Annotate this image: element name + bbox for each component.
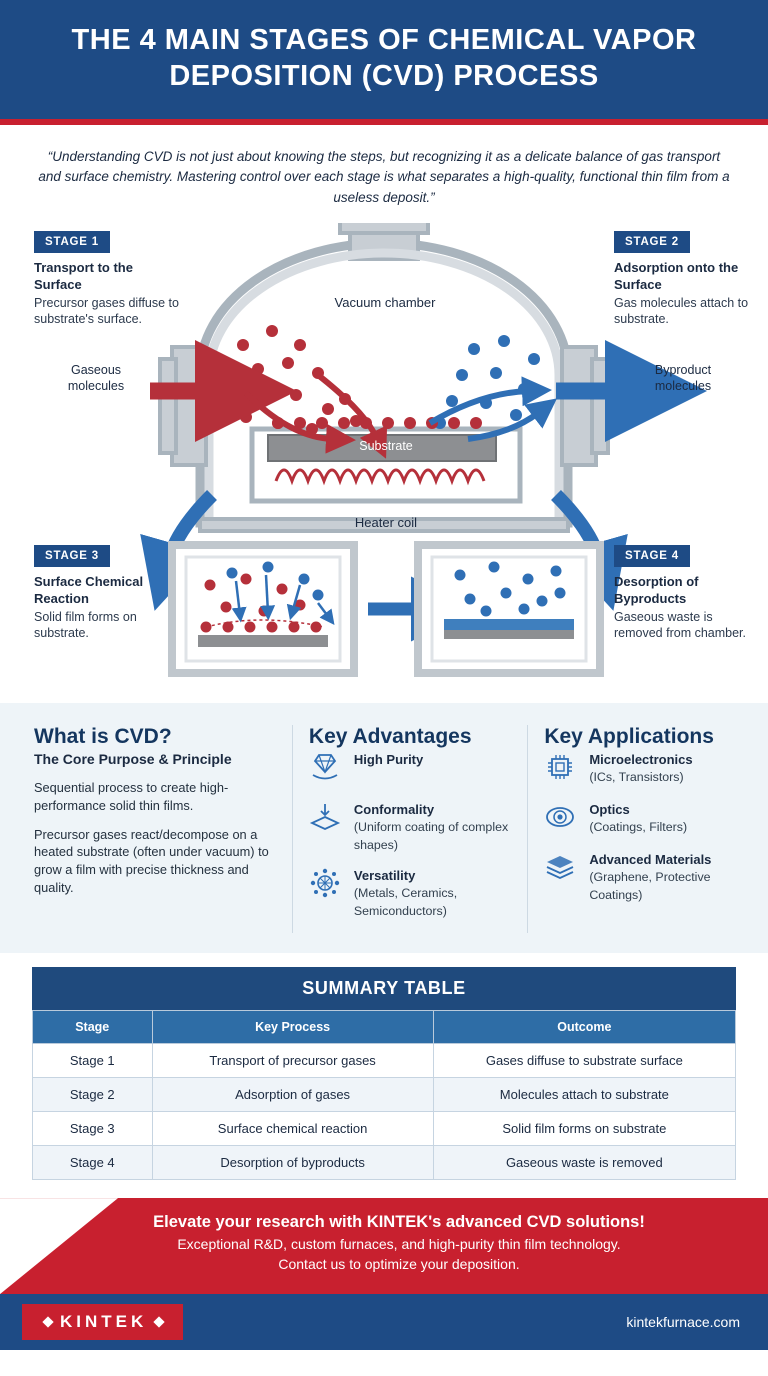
application-advanced-materials [544,851,724,903]
summary-section [0,953,768,1190]
application-advanced-materials-title: Advanced Materials [589,852,712,868]
cvd-diagram [0,223,768,703]
stage-3-title: Surface Chemical Reaction [34,574,144,606]
stage-2-desc: Gas molecules attach to substrate. [614,295,749,327]
logo-text: KINTEK [60,1312,148,1332]
application-optics-title: Optics [589,802,630,818]
label-substrate: Substrate [359,439,413,454]
stage-4-desc: Gaseous waste is removed from chamber. [614,609,746,641]
lens-icon [544,801,578,837]
advantage-conformality [309,801,511,853]
what-is-cvd-heading: What is CVD? [34,725,172,749]
diamond-hand-icon [309,751,343,787]
advantage-conformality-sub: (Uniform coating of complex shapes) [353,820,509,852]
stage-2-badge: STAGE 2 [614,231,690,253]
stage-2-block [614,231,764,327]
kintek-logo [22,1304,183,1340]
stage-1-block [34,231,184,327]
key-applications-column [528,725,740,933]
stage-3-desc: Solid film forms on substrate. [34,609,137,641]
advantage-versatility-text [354,867,511,919]
cta-subline-2: Contact us to optimize your deposition. [278,1255,520,1272]
summary-title: SUMMARY TABLE [32,967,736,1010]
table-row [33,1078,736,1112]
stage-4-title: Desorption of Byproducts [614,574,699,606]
logo-diamond-icon [42,1316,53,1327]
cell-stage: Stage 1 [33,1044,153,1078]
advantage-versatility-sub: (Metals, Ceramics, Semiconductors) [353,886,458,918]
stage-3-badge: STAGE 3 [34,545,110,567]
stacked-layers-icon [544,851,578,887]
what-is-cvd-column [28,725,293,933]
stage-2-title: Adsorption onto the Surface [614,260,739,292]
label-heater-coil: Heater coil [354,515,418,531]
application-optics-sub: (Coatings, Filters) [589,820,688,835]
label-gaseous-molecules: Gaseous molecules [67,363,125,393]
application-optics-text [589,801,687,836]
advantage-conformality-text [354,801,511,853]
table-header-row [33,1011,736,1044]
cta-headline: Elevate your research with KINTEK's advanced CVD solutions! [153,1213,645,1232]
application-microelectronics-title: Microelectronics [589,752,693,768]
cell-key-process: Transport of precursor gases [152,1044,433,1078]
table-row [33,1146,736,1180]
advantage-high-purity [309,751,511,787]
footer [0,1294,768,1350]
label-byproduct-molecules: Byproduct molecules [654,363,712,393]
cell-outcome: Solid film forms on substrate [433,1112,735,1146]
stage-3-block [34,545,184,641]
pull-quote: “Understanding CVD is not just about knowing the steps, but recognizing it as a delicate balance of gas transport and surface chemistry. Mastering control over each stage is what separates a high-quality, functional thin film from a useless deposit.” [38,148,730,206]
advantage-high-purity-title: High Purity [353,752,424,768]
advantage-versatility [309,867,511,919]
page-title: THE 4 MAIN STAGES OF CHEMICAL VAPOR DEPOSITION (CVD) PROCESS [71,24,697,93]
stage-4-badge: STAGE 4 [614,545,690,567]
layers-arrow-icon [309,801,343,837]
cta-banner [0,1198,768,1294]
header [0,0,768,119]
cell-key-process: Desorption of byproducts [152,1146,433,1180]
application-microelectronics-sub: (ICs, Transistors) [589,770,684,785]
key-advantages-column [293,725,528,933]
key-applications-heading: Key Applications [544,725,714,749]
key-advantages-heading: Key Advantages [308,725,472,749]
logo-diamond-icon [154,1316,165,1327]
advantage-conformality-title: Conformality [353,802,435,818]
application-microelectronics [544,751,724,787]
stage-1-desc: Precursor gases diffuse to substrate's surface. [34,295,179,327]
cell-stage: Stage 4 [33,1146,153,1180]
advantage-versatility-title: Versatility [353,868,416,884]
column-header-stage: Stage [33,1011,153,1044]
column-header-outcome: Outcome [433,1011,735,1044]
cell-stage: Stage 3 [33,1112,153,1146]
molecule-network-icon [309,867,343,903]
application-advanced-materials-sub: (Graphene, Protective Coatings) [589,870,711,902]
what-is-cvd-para-1: Sequential process to create high-performance solid thin films. [34,780,229,813]
stage-1-badge: STAGE 1 [34,231,110,253]
table-row [33,1112,736,1146]
cta-subline-1: Exceptional R&D, custom furnaces, and high-purity thin film technology. [177,1235,621,1252]
info-panel [0,703,768,953]
what-is-cvd-para-2: Precursor gases react/decompose on a heated substrate (often under vacuum) to grow a film with precise thickness and quality. [34,826,269,895]
cell-outcome: Gaseous waste is removed [433,1146,735,1180]
stage-4-block [614,545,764,641]
cell-outcome: Molecules attach to substrate [433,1078,735,1112]
summary-table [32,1010,736,1180]
what-is-cvd-subheading: The Core Purpose & Principle [34,751,232,768]
stage-1-title: Transport to the Surface [34,260,133,292]
chip-icon [544,751,578,787]
column-header-key-process: Key Process [152,1011,433,1044]
cell-outcome: Gases diffuse to substrate surface [433,1044,735,1078]
advantage-high-purity-text [354,751,423,768]
application-optics [544,801,724,837]
cell-key-process: Adsorption of gases [152,1078,433,1112]
cell-key-process: Surface chemical reaction [152,1112,433,1146]
table-row [33,1044,736,1078]
application-microelectronics-text [589,751,692,786]
website-link[interactable]: kintekfurnace.com [626,1314,740,1331]
cell-stage: Stage 2 [33,1078,153,1112]
application-advanced-materials-text [589,851,724,903]
cta-text [0,1198,768,1274]
label-vacuum-chamber: Vacuum chamber [334,295,436,311]
